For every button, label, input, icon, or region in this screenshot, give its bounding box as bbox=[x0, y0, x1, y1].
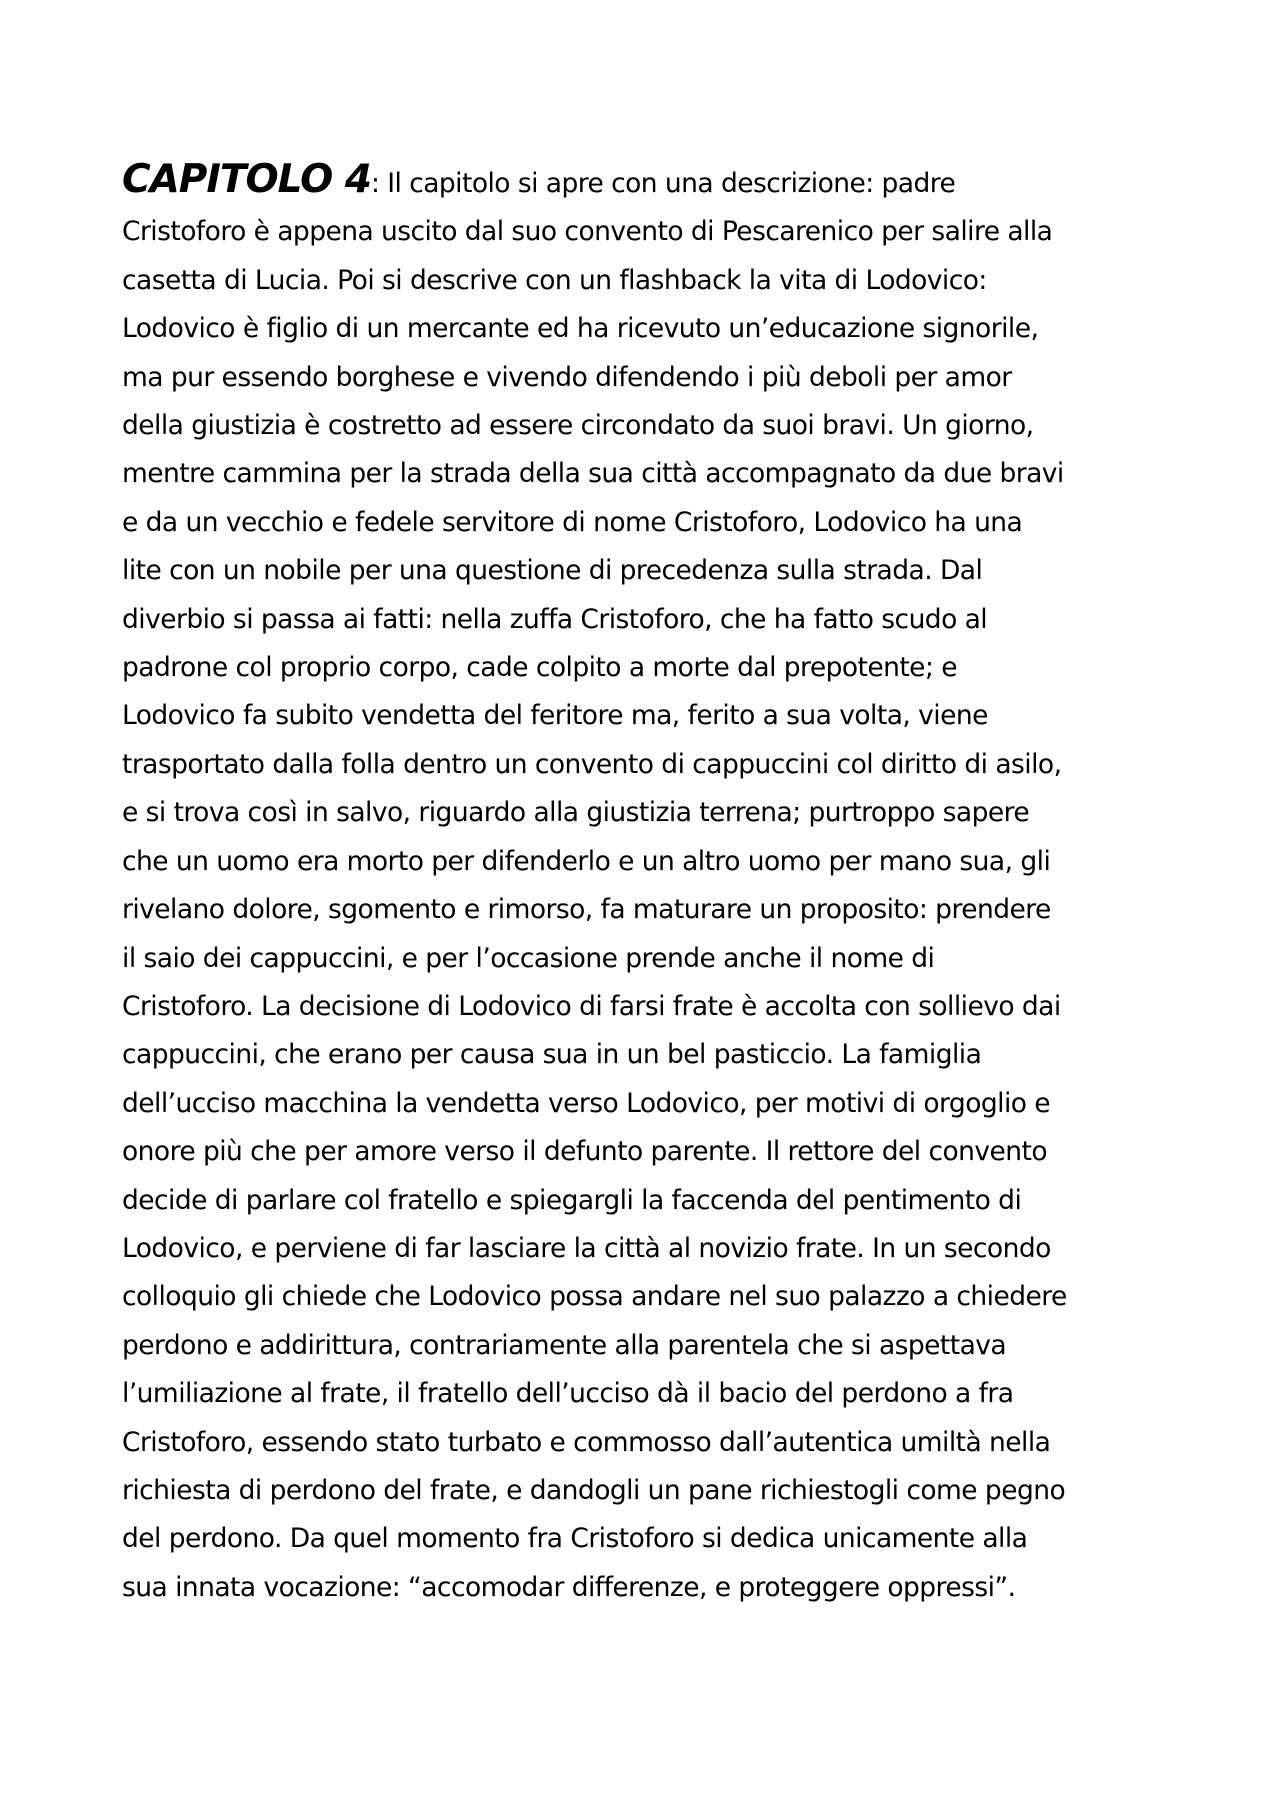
text-line: diverbio si passa ai fatti: nella zuffa Cristoforo, che ha fatto scudo al bbox=[122, 603, 988, 635]
text-line: l’umiliazione al frate, il fratello dell’ucciso dà il bacio del perdono a fra bbox=[122, 1378, 1014, 1410]
text-line: padrone col proprio corpo, cade colpito a morte dal prepotente; e bbox=[122, 652, 957, 684]
text-line: dell’ucciso macchina la vendetta verso Lodovico, per motivi di orgoglio e bbox=[122, 1087, 1051, 1119]
text-line-content: : Il capitolo si apre con una descrizione: padre bbox=[370, 168, 956, 199]
text-line: sua innata vocazione: “accomodar differenze, e proteggere oppressi”. bbox=[122, 1571, 1016, 1603]
chapter-summary-paragraph bbox=[122, 156, 1172, 1612]
text-line: mentre cammina per la strada della sua città accompagnato da due bravi bbox=[122, 458, 1064, 490]
text-line: trasportato dalla folla dentro un convento di cappuccini col diritto di asilo, bbox=[122, 748, 1062, 780]
text-line: onore più che per amore verso il defunto parente. Il rettore del convento bbox=[122, 1136, 1048, 1168]
text-line: casetta di Lucia. Poi si descrive con un flashback la vita di Lodovico: bbox=[122, 264, 987, 296]
text-line: Lodovico è figlio di un mercante ed ha ricevuto un’educazione signorile, bbox=[122, 313, 1039, 345]
chapter-heading: CAPITOLO 4 bbox=[122, 157, 371, 202]
text-line: Cristoforo è appena uscito dal suo convento di Pescarenico per salire alla bbox=[122, 216, 1053, 248]
text-line: decide di parlare col fratello e spiegargli la faccenda del pentimento di bbox=[122, 1184, 1022, 1216]
text-line: della giustizia è costretto ad essere circondato da suoi bravi. Un giorno, bbox=[122, 410, 1034, 442]
text-line: Cristoforo, essendo stato turbato e commosso dall’autentica umiltà nella bbox=[122, 1426, 1051, 1458]
text-line: che un uomo era morto per difenderlo e un altro uomo per mano sua, gli bbox=[122, 845, 1051, 877]
text-line: cappuccini, che erano per causa sua in un bel pasticcio. La famiglia bbox=[122, 1039, 982, 1071]
text-line: Lodovico, e perviene di far lasciare la città al novizio frate. In un secondo bbox=[122, 1232, 1051, 1264]
text-line: e da un vecchio e fedele servitore di nome Cristoforo, Lodovico ha una bbox=[122, 506, 1023, 538]
text-line: perdono e addirittura, contrariamente alla parentela che si aspettava bbox=[122, 1329, 1007, 1361]
text-line: colloquio gli chiede che Lodovico possa andare nel suo palazzo a chiedere bbox=[122, 1281, 1067, 1313]
text-line: lite con un nobile per una questione di precedenza sulla strada. Dal bbox=[122, 555, 983, 587]
text-line: Lodovico fa subito vendetta del feritore ma, ferito a sua volta, viene bbox=[122, 700, 988, 732]
text-line: Cristoforo. La decisione di Lodovico di farsi frate è accolta con sollievo dai bbox=[122, 990, 1061, 1022]
text-line: richiesta di perdono del frate, e dandogli un pane richiestogli come pegno bbox=[122, 1474, 1066, 1506]
text-line: e si trova così in salvo, riguardo alla giustizia terrena; purtroppo sapere bbox=[122, 797, 1030, 829]
text-line: ma pur essendo borghese e vivendo difendendo i più deboli per amor bbox=[122, 361, 1012, 393]
text-line bbox=[122, 156, 1172, 208]
text-line: del perdono. Da quel momento fra Cristoforo si dedica unicamente alla bbox=[122, 1523, 1028, 1555]
text-line: il saio dei cappuccini, e per l’occasione prende anche il nome di bbox=[122, 942, 935, 974]
text-line: rivelano dolore, sgomento e rimorso, fa maturare un proposito: prendere bbox=[122, 894, 1051, 926]
